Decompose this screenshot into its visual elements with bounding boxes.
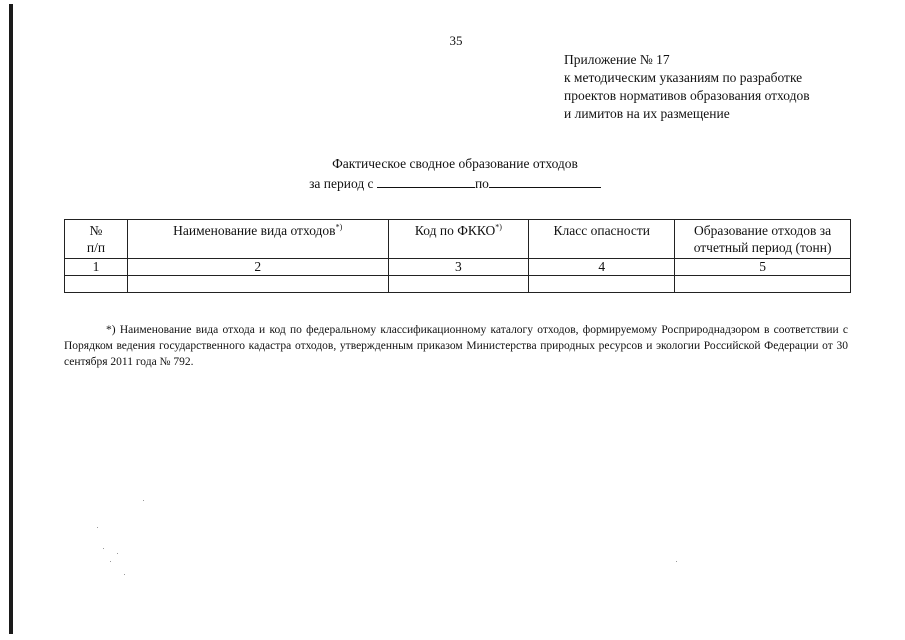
table-row — [65, 276, 851, 293]
column-number: 3 — [388, 259, 529, 276]
appendix-line-2: к методическим указаниям по разработке — [564, 70, 803, 85]
appendix-line-4: и лимитов на их размещение — [564, 106, 730, 121]
header-waste-generation — [675, 220, 851, 259]
header-fkko-code — [388, 220, 529, 259]
appendix-line-3: проектов нормативов образования отходов — [564, 88, 810, 103]
appendix-header — [564, 51, 810, 123]
period-line — [270, 173, 640, 193]
document-title — [270, 155, 640, 193]
header-waste-name-label: Наименование вида отходов — [173, 223, 336, 238]
scan-speck — [117, 553, 118, 554]
table-cell — [388, 276, 529, 293]
scan-speck — [97, 527, 98, 528]
scan-speck — [110, 561, 111, 562]
header-row-number — [65, 220, 128, 259]
table-cell — [127, 276, 388, 293]
footnote-mark: *) — [495, 222, 502, 232]
column-number-row — [65, 259, 851, 276]
header-generation-line-1: Образование отходов за — [694, 223, 832, 238]
title-line: Фактическое сводное образование отходов — [332, 156, 578, 171]
page-number: 35 — [449, 33, 463, 48]
period-to-label: по — [474, 176, 489, 191]
scan-binding-edge — [9, 4, 13, 634]
period-prefix: за период с — [309, 176, 374, 191]
waste-report-table — [64, 219, 851, 293]
footnote-mark: *) — [335, 222, 343, 232]
column-number: 2 — [127, 259, 388, 276]
column-number: 4 — [529, 259, 675, 276]
table-cell — [529, 276, 675, 293]
header-generation-line-2: отчетный период (тонн) — [693, 240, 832, 255]
table-header-row — [65, 220, 851, 259]
header-waste-name — [127, 220, 388, 259]
header-number-sign: № — [89, 223, 103, 238]
column-number: 5 — [675, 259, 851, 276]
scan-speck — [103, 548, 104, 549]
table-cell — [675, 276, 851, 293]
header-hazard-class — [529, 220, 675, 259]
table-cell — [65, 276, 128, 293]
footnote: *) Наименование вида отхода и код по федеральному классификационному каталогу отходов, формируемому Росприроднадзором в соответствии с Порядком ведения государственного кадастра отходов, утвержденным приказом Министерства природных ресурсов и экологии Российской Федерации от 30 сентября 2011 года № 792. — [64, 324, 848, 368]
column-number: 1 — [65, 259, 128, 276]
period-end-blank — [489, 173, 601, 188]
header-fkko-code-label: Код по ФККО — [414, 223, 496, 238]
appendix-line-1: Приложение № 17 — [564, 52, 670, 67]
period-start-blank — [377, 173, 475, 188]
header-pp: п/п — [86, 240, 106, 255]
scan-speck — [124, 574, 125, 575]
scan-speck — [676, 561, 677, 562]
header-hazard-class-label: Класс опасности — [553, 223, 650, 238]
scan-speck — [143, 500, 144, 501]
